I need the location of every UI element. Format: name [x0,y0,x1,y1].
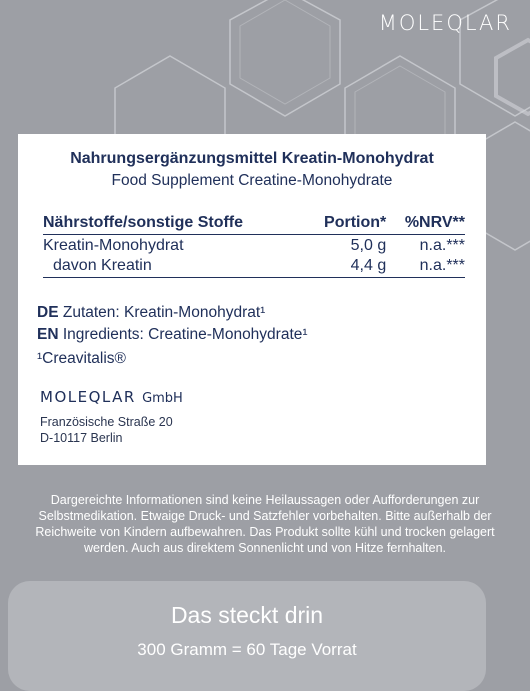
contents-card[interactable] [8,581,486,691]
row-portion: 5,0 g [350,237,387,254]
row-portion: 4,4 g [305,255,386,278]
company-street: Französische Straße 20 [40,415,173,429]
company-logo-text: MOLEQLAR [40,388,136,406]
row-name: Kreatin-Monohydrat [43,237,184,254]
ingredients-en-text: Ingredients: Creatine-Monohydrate¹ [62,326,308,343]
label-title: Nahrungsergänzungsmittel Kreatin-Monohydrat [70,150,434,167]
row-nrv: n.a.*** [419,237,465,254]
disclaimer-line: Reichweite von Kindern aufbewahren. Das Produkt sollte kühl und trocken gelagert [35,525,495,539]
header-portion: Portion* [305,214,386,235]
disclaimer-line: werden. Auch aus direktem Sonnenlicht und von Hitze fernhalten. [83,541,447,555]
contents-subtitle: 300 Gramm = 60 Tage Vorrat [137,640,357,659]
header-nutrients: Nährstoffe/sonstige Stoffe [43,214,305,235]
label-subtitle: Food Supplement Creatine-Monohydrate [111,172,393,189]
company-city: D-10117 Berlin [40,431,123,445]
nutrition-label-card [18,134,486,465]
contents-title: Das steckt drin [170,602,324,628]
ingredients-de [37,304,265,322]
ingredients-de-text: Zutaten: Kreatin-Monohydrat¹ [62,304,266,321]
ingredients-en [37,326,308,344]
header-nrv: %NRV** [386,214,465,235]
brand-logo: MOLEQLAR [378,11,512,35]
ingredient-footnote: ¹Creavitalis® [37,350,126,367]
table-header-row [43,214,465,235]
disclaimer-text [0,492,530,556]
disclaimer-line: Selbstmedikation. Etwaige Druck- und Satzfehler vorbehalten. Bitte außerhalb der [38,509,492,523]
row-name: davon Kreatin [43,255,305,278]
table-row [43,235,465,256]
lang-code-de: DE [37,304,59,321]
row-nrv: n.a.*** [386,255,465,278]
table-row [43,255,465,278]
nutrition-table [43,214,465,278]
company-suffix: GmbH [142,391,183,406]
company-logo [40,388,183,406]
lang-code-en: EN [37,326,59,343]
disclaimer-line: Dargereichte Informationen sind keine Heilaussagen oder Aufforderungen zur [50,493,480,507]
